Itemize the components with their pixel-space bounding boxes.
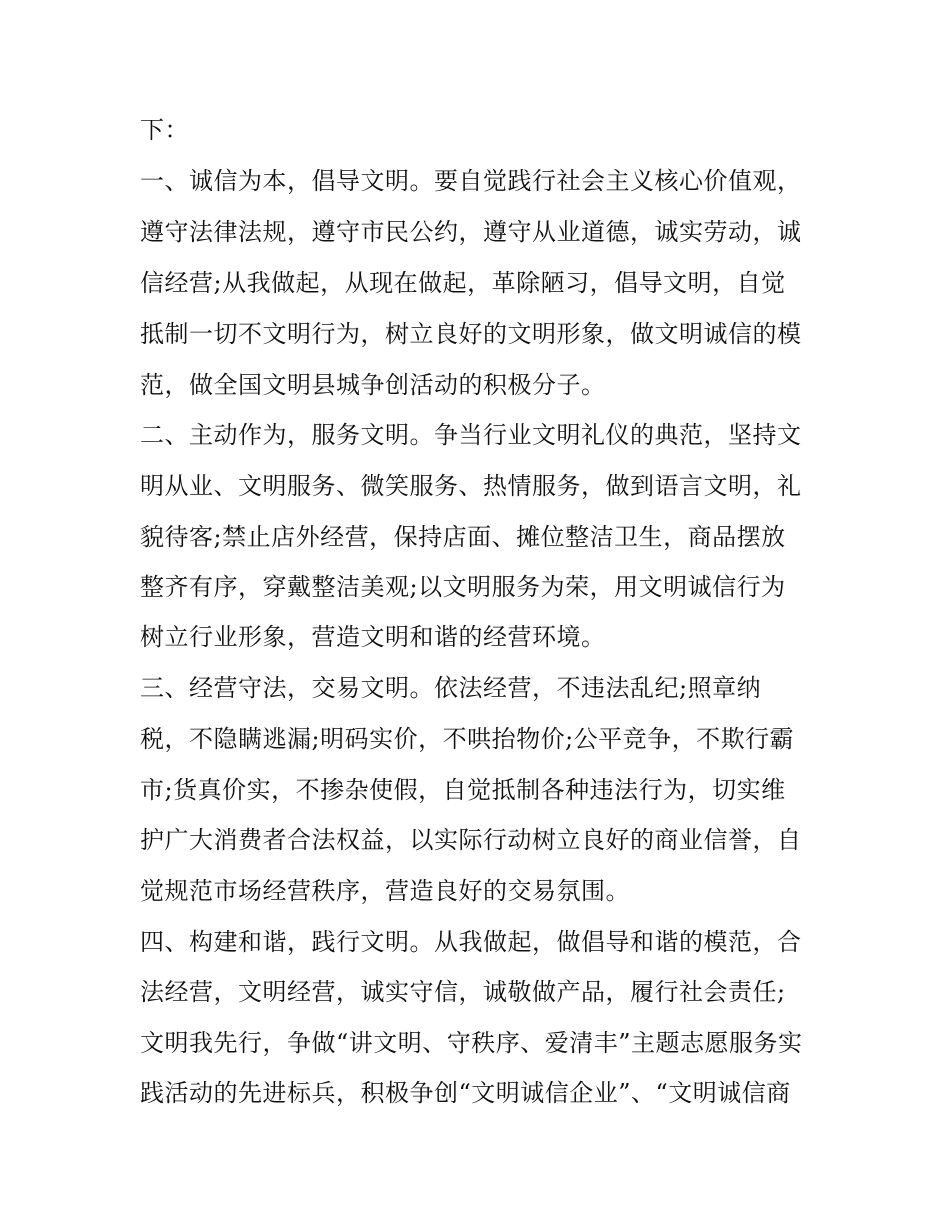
text-line: 范，做全国文明县城争创活动的积极分子。: [140, 371, 606, 399]
text-line: 貌待客;禁止店外经营，保持店面、摊位整洁卫生，商品摆放: [140, 523, 786, 551]
text-line: 下：: [140, 116, 189, 144]
text-line: 明从业、文明服务、微笑服务、热情服务，做到语言文明，礼: [140, 472, 802, 500]
text-line: 四、构建和谐，践行文明。从我做起，做倡导和谐的模范，合: [140, 928, 802, 956]
text-line: 市;货真价实，不掺杂使假，自觉抵制各种违法行为，切实维: [140, 776, 786, 804]
text-line: 护广大消费者合法权益，以实际行动树立良好的商业信誉，自: [140, 826, 802, 854]
text-line: 文明我先行，争做“讲文明、守秩序、爱清丰”主题志愿服务实: [140, 1029, 803, 1057]
text-line: 觉规范市场经营秩序，营造良好的交易氛围。: [140, 877, 630, 905]
text-line: 信经营;从我做起，从现在做起，革除陋习，倡导文明，自觉: [140, 269, 786, 297]
text-line: 税，不隐瞒逃漏;明码实价，不哄抬物价;公平竞争，不欺行霸: [140, 725, 795, 753]
text-line: 二、主动作为，服务文明。争当行业文明礼仪的典范，坚持文: [140, 421, 802, 449]
text-line: 践活动的先进标兵，积极争创“文明诚信企业”、“文明诚信商: [140, 1079, 791, 1107]
text-line: 遵守法律法规，遵守市民公约，遵守从业道德，诚实劳动，诚: [140, 218, 802, 246]
text-line: 树立行业形象，营造文明和谐的经营环境。: [140, 623, 606, 651]
text-line: 三、经营守法，交易文明。依法经营，不违法乱纪;照章纳: [140, 674, 762, 702]
text-line: 整齐有序，穿戴整洁美观;以文明服务为荣，用文明诚信行为: [140, 573, 786, 601]
text-line: 法经营，文明经营，诚实守信，诚敬做产品，履行社会责任;: [140, 978, 786, 1006]
text-line: 一、诚信为本，倡导文明。要自觉践行社会主义核心价值观，: [140, 167, 802, 195]
text-line: 抵制一切不文明行为，树立良好的文明形象，做文明诚信的模: [140, 320, 802, 348]
